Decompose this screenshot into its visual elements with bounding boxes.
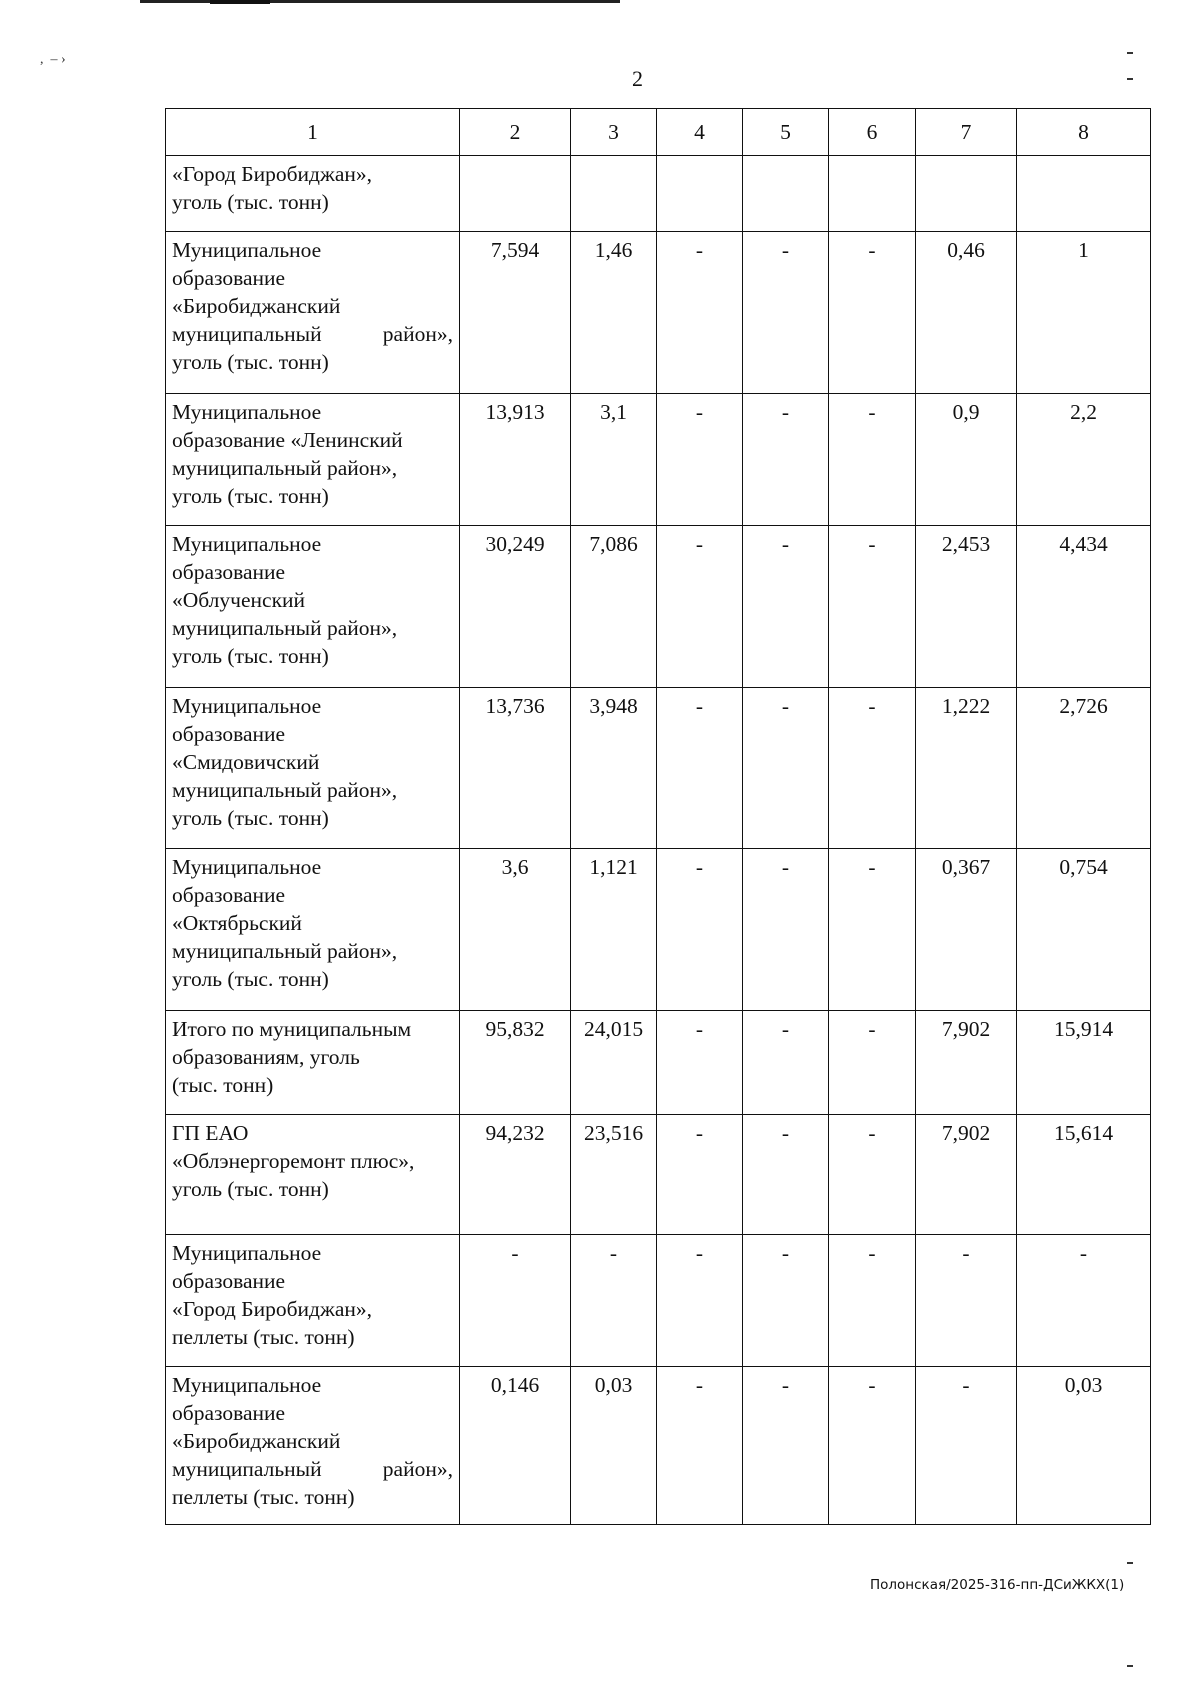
value-cell: 2,453 bbox=[916, 526, 1017, 688]
row-label-line: «Биробиджанский bbox=[172, 1429, 341, 1453]
row-label-line: образование bbox=[172, 266, 286, 290]
row-label-line: муниципальный район», bbox=[172, 616, 398, 640]
table-row bbox=[166, 232, 1151, 394]
row-label-line: «Облэнергоремонт плюс», bbox=[172, 1149, 415, 1173]
value-cell: - bbox=[743, 232, 829, 394]
value-cell: 0,146 bbox=[460, 1367, 571, 1525]
value-cell: - bbox=[829, 1367, 916, 1525]
value-cell bbox=[657, 156, 743, 232]
table-row bbox=[166, 1235, 1151, 1367]
row-label-line: уголь (тыс. тонн) bbox=[172, 350, 329, 374]
value-cell bbox=[1017, 156, 1151, 232]
value-cell: - bbox=[916, 1235, 1017, 1367]
scan-artifact-mark: , ‒ › bbox=[40, 52, 66, 67]
column-header: 6 bbox=[829, 109, 916, 156]
row-label-line: муниципальный район», bbox=[172, 322, 453, 346]
value-cell: - bbox=[829, 1115, 916, 1235]
row-label-cell bbox=[166, 1235, 460, 1367]
row-label-line: уголь (тыс. тонн) bbox=[172, 644, 329, 668]
column-header: 8 bbox=[1017, 109, 1151, 156]
row-label-line: Муниципальное bbox=[172, 532, 322, 556]
row-label-line: муниципальный район», bbox=[172, 1457, 453, 1481]
scan-edge-mark bbox=[1127, 78, 1133, 80]
value-cell: - bbox=[657, 526, 743, 688]
row-label-line: «Смидовичский bbox=[172, 750, 320, 774]
table-row bbox=[166, 526, 1151, 688]
value-cell: 4,434 bbox=[1017, 526, 1151, 688]
table-row bbox=[166, 688, 1151, 849]
row-label-line: пеллеты (тыс. тонн) bbox=[172, 1485, 355, 1509]
data-table bbox=[165, 108, 1151, 1525]
row-label-line: «Город Биробиджан», bbox=[172, 1297, 372, 1321]
row-label-line: образование bbox=[172, 1401, 286, 1425]
value-cell: - bbox=[657, 1011, 743, 1115]
value-cell: 1,46 bbox=[571, 232, 657, 394]
value-cell: - bbox=[916, 1367, 1017, 1525]
value-cell: 3,6 bbox=[460, 849, 571, 1011]
value-cell: 15,614 bbox=[1017, 1115, 1151, 1235]
value-cell: - bbox=[829, 1235, 916, 1367]
value-cell: 15,914 bbox=[1017, 1011, 1151, 1115]
value-cell: - bbox=[743, 1367, 829, 1525]
value-cell: 0,46 bbox=[916, 232, 1017, 394]
row-label-line: «Облученский bbox=[172, 588, 306, 612]
value-cell: - bbox=[657, 1235, 743, 1367]
value-cell: 0,754 bbox=[1017, 849, 1151, 1011]
value-cell: 3,1 bbox=[571, 394, 657, 526]
page-number: 2 bbox=[632, 66, 643, 91]
table-header-row bbox=[166, 109, 1151, 156]
column-header: 5 bbox=[743, 109, 829, 156]
value-cell: - bbox=[743, 1235, 829, 1367]
table-row bbox=[166, 1367, 1151, 1525]
row-label-cell bbox=[166, 1367, 460, 1525]
row-label-line: образование bbox=[172, 883, 286, 907]
value-cell: 30,249 bbox=[460, 526, 571, 688]
column-header: 2 bbox=[460, 109, 571, 156]
value-cell: - bbox=[743, 526, 829, 688]
row-label-line: образование bbox=[172, 1269, 286, 1293]
value-cell: - bbox=[743, 688, 829, 849]
scan-top-line-mark bbox=[210, 0, 270, 4]
value-cell: 7,902 bbox=[916, 1011, 1017, 1115]
value-cell: - bbox=[657, 232, 743, 394]
row-label-line: образование «Ленинский bbox=[172, 428, 403, 452]
table-row bbox=[166, 1011, 1151, 1115]
value-cell bbox=[743, 156, 829, 232]
value-cell bbox=[460, 156, 571, 232]
value-cell: 0,367 bbox=[916, 849, 1017, 1011]
value-cell: 7,086 bbox=[571, 526, 657, 688]
value-cell: 1 bbox=[1017, 232, 1151, 394]
value-cell: 2,726 bbox=[1017, 688, 1151, 849]
column-header: 7 bbox=[916, 109, 1017, 156]
value-cell: - bbox=[829, 1011, 916, 1115]
value-cell: - bbox=[743, 1011, 829, 1115]
row-label-line: ГП ЕАО bbox=[172, 1121, 249, 1145]
row-label-cell bbox=[166, 232, 460, 394]
row-label-line: Итого по муниципальным bbox=[172, 1017, 412, 1041]
row-label-line: Муниципальное bbox=[172, 1373, 322, 1397]
row-label-line: Муниципальное bbox=[172, 238, 322, 262]
value-cell: 1,121 bbox=[571, 849, 657, 1011]
value-cell: - bbox=[571, 1235, 657, 1367]
row-label-line: муниципальный район», bbox=[172, 778, 398, 802]
value-cell: 24,015 bbox=[571, 1011, 657, 1115]
value-cell: 7,594 bbox=[460, 232, 571, 394]
row-label-line: образованиям, уголь bbox=[172, 1045, 360, 1069]
value-cell bbox=[571, 156, 657, 232]
scan-edge-mark bbox=[1127, 52, 1133, 54]
column-header: 1 bbox=[166, 109, 460, 156]
row-label-line: (тыс. тонн) bbox=[172, 1073, 274, 1097]
scan-edge-mark bbox=[1127, 1665, 1133, 1667]
table-row bbox=[166, 1115, 1151, 1235]
row-label-line: Муниципальное bbox=[172, 855, 322, 879]
row-label-cell bbox=[166, 526, 460, 688]
value-cell: 7,902 bbox=[916, 1115, 1017, 1235]
value-cell bbox=[916, 156, 1017, 232]
value-cell: - bbox=[657, 849, 743, 1011]
row-label-cell bbox=[166, 394, 460, 526]
row-label-cell bbox=[166, 1011, 460, 1115]
row-label-line: Муниципальное bbox=[172, 694, 322, 718]
column-header: 4 bbox=[657, 109, 743, 156]
value-cell: - bbox=[829, 232, 916, 394]
table-row bbox=[166, 156, 1151, 232]
value-cell: - bbox=[1017, 1235, 1151, 1367]
value-cell: 0,9 bbox=[916, 394, 1017, 526]
row-label-line: образование bbox=[172, 722, 286, 746]
table-row bbox=[166, 849, 1151, 1011]
row-label-line: Муниципальное bbox=[172, 400, 322, 424]
table-body bbox=[166, 156, 1151, 1525]
row-label-line: муниципальный район», bbox=[172, 939, 398, 963]
value-cell: - bbox=[829, 688, 916, 849]
value-cell: - bbox=[657, 1367, 743, 1525]
row-label-cell bbox=[166, 688, 460, 849]
value-cell: - bbox=[743, 849, 829, 1011]
row-label-line: уголь (тыс. тонн) bbox=[172, 806, 329, 830]
value-cell bbox=[829, 156, 916, 232]
value-cell: - bbox=[657, 1115, 743, 1235]
row-label-line: уголь (тыс. тонн) bbox=[172, 1177, 329, 1201]
value-cell: 95,832 bbox=[460, 1011, 571, 1115]
document-reference: Полонская/2025-316-пп-ДСиЖКХ(1) bbox=[870, 1577, 1125, 1593]
row-label-line: муниципальный район», bbox=[172, 456, 398, 480]
value-cell: 23,516 bbox=[571, 1115, 657, 1235]
row-label-cell bbox=[166, 849, 460, 1011]
value-cell: - bbox=[460, 1235, 571, 1367]
column-header: 3 bbox=[571, 109, 657, 156]
row-label-line: Муниципальное bbox=[172, 1241, 322, 1265]
row-label-cell bbox=[166, 1115, 460, 1235]
value-cell: 94,232 bbox=[460, 1115, 571, 1235]
row-label-line: «Город Биробиджан», bbox=[172, 162, 372, 186]
row-label-line: уголь (тыс. тонн) bbox=[172, 484, 329, 508]
row-label-line: уголь (тыс. тонн) bbox=[172, 967, 329, 991]
value-cell: - bbox=[743, 1115, 829, 1235]
scan-edge-mark bbox=[1127, 1562, 1133, 1564]
value-cell: 2,2 bbox=[1017, 394, 1151, 526]
row-label-cell bbox=[166, 156, 460, 232]
value-cell: - bbox=[829, 394, 916, 526]
value-cell: 0,03 bbox=[571, 1367, 657, 1525]
value-cell: 0,03 bbox=[1017, 1367, 1151, 1525]
row-label-line: «Октябрьский bbox=[172, 911, 302, 935]
row-label-line: пеллеты (тыс. тонн) bbox=[172, 1325, 355, 1349]
row-label-line: образование bbox=[172, 560, 286, 584]
value-cell: - bbox=[829, 849, 916, 1011]
value-cell: 3,948 bbox=[571, 688, 657, 849]
value-cell: 1,222 bbox=[916, 688, 1017, 849]
row-label-line: уголь (тыс. тонн) bbox=[172, 190, 329, 214]
value-cell: 13,913 bbox=[460, 394, 571, 526]
value-cell: - bbox=[657, 394, 743, 526]
value-cell: - bbox=[829, 526, 916, 688]
row-label-line: «Биробиджанский bbox=[172, 294, 341, 318]
value-cell: - bbox=[743, 394, 829, 526]
value-cell: 13,736 bbox=[460, 688, 571, 849]
value-cell: - bbox=[657, 688, 743, 849]
table-row bbox=[166, 394, 1151, 526]
